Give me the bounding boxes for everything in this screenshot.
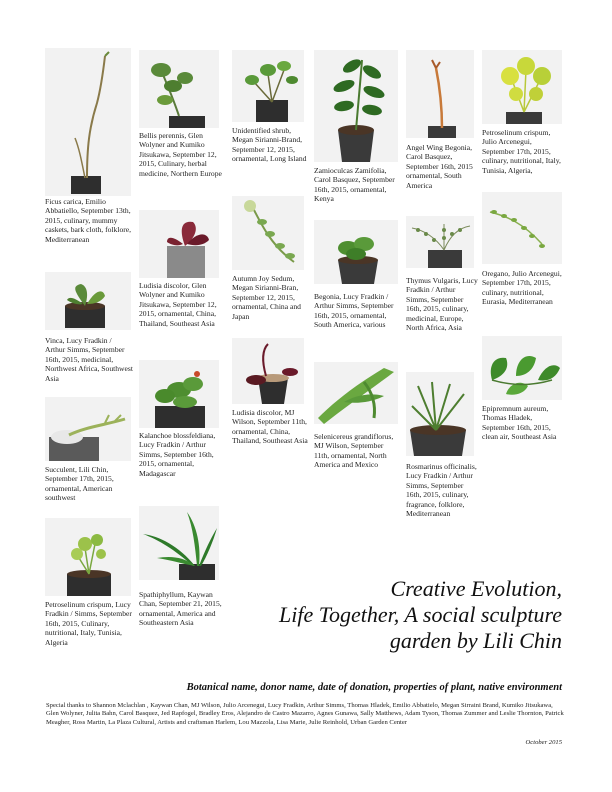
acknowledgements: Special thanks to Shannon Mclachlan , Kaywan Chan, MJ Wilson, Julio Arcenegui, Lucy Fradkin, Arthur Simms, Thomas Hladek, Emilio Abbatielo, Megan Sirraini Brand, Kumiko Jitsukawa, Glen Wolyner, Julita Bahn, Carol Basquez, Jed Rapfogel, Bradley Eros, Alejandro de Castro Mazarro, Agnes Gunawa, Sally Matthews, Adam Tyson, Thomas Zummer and Leslie Thornton, Patrick Meagher, Ross Martin, La Plaza Cultural, Artists and craftsman Harlem, Lou Mazzola, Lisa Marie, Julie Reinhold, Urban Garden Center xyxy=(46,702,564,726)
plant-caption: Unidentified shrub, Megan Sirianni-Brand, September 12, 2015, ornamental, Long Island xyxy=(232,126,307,164)
plant-photo xyxy=(406,50,474,138)
plant-photo xyxy=(314,362,398,424)
plant-caption: Angel Wing Begonia, Carol Basquez, September 16th, 2015 ornamental, South America xyxy=(406,143,473,190)
plant-photo xyxy=(482,336,562,400)
plant-caption: Kalanchoe blossfeldiana, Lucy Fradkin / Arthur Simms, September 16th, 2015, ornamental, Madagascar xyxy=(139,431,216,478)
plant-caption: Bellis perennis, Glen Wolyner and Kumiko Jitsukawa, September 12, 2015, Culinary, herbal medicine, Northern Europe xyxy=(139,131,222,178)
plant-photo xyxy=(139,506,219,580)
plant-caption: Epipremnum aureum, Thomas Hladek, September 16th, 2015, clean air, Southeast Asia xyxy=(482,404,557,442)
plant-photo xyxy=(45,397,131,461)
plant-caption: Selenicereus grandiflorus, MJ Wilson, September 11th, ornamental, North America and Mexico xyxy=(314,432,394,470)
title-line: garden by Lili Chin xyxy=(389,628,562,653)
plant-caption: Thymus Vulgaris, Lucy Fradkin / Arthur Simms, September 16th, 2015, culinary, medicinal, Europe, North Africa, Asia xyxy=(406,276,478,333)
plant-photo xyxy=(232,50,304,122)
plant-photo xyxy=(232,338,304,404)
plant-photo xyxy=(314,220,398,284)
plant-caption: Vinca, Lucy Fradkin / Arthur Simms, September 16th, 2015, medicinal, Northwest Africa, Southwest Asia xyxy=(45,336,133,383)
title-line: Life Together, A social sculpture xyxy=(279,602,562,627)
plant-caption: Zamioculcas Zamifolia, Carol Basquez, September 16th, 2015, ornamental, Kenya xyxy=(314,166,395,204)
plant-photo xyxy=(139,210,219,278)
plant-caption: Petroselinum crispum, Julio Arcenegui, September 17th, 2015, culinary, nutritional, Italy, Tunisia, Algeria, xyxy=(482,128,561,175)
plant-caption: Petroselinum crispum, Lucy Fradkin / Simms, September 16th, 2015, Culinary, nutritional, Italy, Tunisia, Algeria xyxy=(45,600,132,647)
plant-caption: Oregano, Julio Arcenegui, September 17th, 2015, culinary, nutritional, Eurasia, Mediterranean xyxy=(482,269,562,307)
ficus-photo-icon xyxy=(45,48,131,196)
plant-caption: Spathiphyllum, Kaywan Chan, September 21, 2015, ornamental, America and Southeastern Asia xyxy=(139,590,222,628)
plant-photo xyxy=(45,272,131,330)
plant-photo xyxy=(139,50,219,128)
poster-title xyxy=(279,576,562,654)
plant-photo xyxy=(45,518,131,596)
plant-caption: Begonia, Lucy Fradkin / Arthur Simms, September 16th, 2015, ornamental, South America, various xyxy=(314,292,394,330)
plant-photo xyxy=(406,216,474,268)
plant-photo xyxy=(406,372,474,456)
plant-caption: Rosmarinus officinalis, Lucy Fradkin / Arthur Simms, September 16th, 2015, culinary, fragrance, folklore, Mediterranean xyxy=(406,462,477,519)
plant-photo xyxy=(232,196,304,270)
plant-caption: Ficus carica, Emilio Abbatiello, September 13th, 2015, culinary, mummy caskets, bark cloth, folklore, Mediterranean xyxy=(45,197,132,244)
plant-caption: Ludisia discolor, Glen Wolyner and Kumiko Jitsukawa, September 12, 2015, ornamental, China, Thailand, Southeast Asia xyxy=(139,281,217,328)
plant-photo xyxy=(314,50,398,162)
title-line: Creative Evolution, xyxy=(390,576,562,601)
plant-caption: Ludisia discolor, MJ Wilson, September 11th, ornamental, China, Thailand, Southeast Asia xyxy=(232,408,308,446)
plant-photo xyxy=(482,192,562,264)
plant-photo xyxy=(482,50,562,124)
plant-caption: Succulent, Lili Chin, September 17th, 2015, ornamental, American southwest xyxy=(45,465,114,503)
poster-date: October 2015 xyxy=(525,739,562,746)
plant-photo xyxy=(139,360,219,428)
plant-caption: Autumn Joy Sedum, Megan Sirianni-Bran, September 12, 2015, ornamental, China and Japan xyxy=(232,274,301,321)
poster-subtitle: Botanical name, donor name, date of donation, properties of plant, native environment xyxy=(186,682,562,693)
plant-photo xyxy=(45,48,131,196)
